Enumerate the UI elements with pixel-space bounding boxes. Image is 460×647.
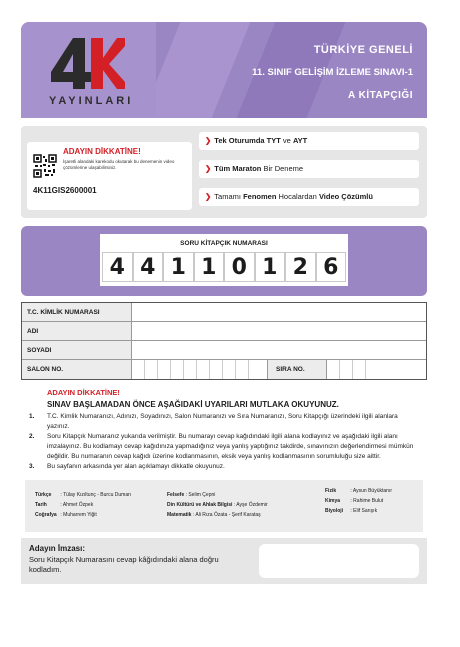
author-turkce: Türkçe : Tülay Kızıltunç - Burcu Duman	[35, 492, 131, 498]
booklet-number-panel	[21, 226, 427, 296]
instructions-subtitle: SINAV BAŞLAMADAN ÖNCE AŞAĞIDAKİ UYARILARI MUTLAKA OKUYUNUZ.	[47, 400, 339, 409]
authors-panel	[25, 480, 423, 532]
signature-box[interactable]	[259, 544, 419, 578]
booklet-digit: 2	[285, 252, 316, 282]
instruction-item: 3. Bu sayfanın arkasında yer alan açıklamayı dikkatle okuyunuz.	[29, 463, 225, 470]
feature-pill-2: ❯ Tüm Maraton Bir Deneme	[199, 160, 419, 178]
feature-pill-1: ❯ Tek Oturumda TYT ve AYT	[199, 132, 419, 150]
qr-code-icon[interactable]	[33, 154, 57, 178]
chevron-right-icon: ❯	[205, 192, 212, 201]
tc-field[interactable]	[132, 303, 426, 321]
signature-description: Soru Kitapçık Numarasını cevap kâğıdındaki alana doğru kodladım.	[29, 555, 219, 574]
notice-title: ADAYIN DİKKATİNE!	[63, 147, 141, 156]
instruction-item: 1. T.C. Kimlik Numaranızı, Adınızı, Soyadınızı, Salon Numaranızı ve Sıra Numaranızı, Soru Kitapçığı üzerindeki ilgili alanlara yazınız.	[29, 413, 398, 430]
publisher-logo	[21, 22, 156, 118]
tc-label: T.C. KİMLİK NUMARASI	[22, 303, 132, 321]
booklet-code: 4K11GIS2600001	[33, 186, 97, 195]
notice-description: İşaretli alandaki karekodu okutarak bu denemenin video çözümlerine ulaşabilirsiniz.	[63, 159, 175, 170]
form-row-salon	[22, 360, 426, 379]
booklet-digit: 1	[255, 252, 286, 282]
salon-label: SALON NO.	[22, 360, 132, 379]
qr-notice-box	[27, 142, 192, 210]
info-panel	[21, 126, 427, 218]
author-felsefe: Felsefe : Selim Çepni	[167, 492, 216, 498]
form-row-soyadi	[22, 341, 426, 360]
author-biyoloji: Biyoloji : Elif Sarışık	[325, 508, 378, 514]
booklet-number-box	[100, 234, 348, 286]
header-title-line3: A KİTAPÇIĞI	[348, 90, 413, 101]
author-cografya: Coğrafya : Muharrem Yiğit	[35, 512, 97, 518]
instruction-item: 2. Soru Kitapçık Numaranız yukarıda verilmiştir. Bu numarayı cevap kağıdındaki ilgili alana kodlayınız ve aşağıdaki ilgili alanı imzalayınız. Bu kodlamayı cevap kağıdınıza yapmadığınız veya yanlış yaptığınız takdirde, sınavınızın değerlendirmesi mümkün değildir. Bu numaranın cevap kağıdı üzerine kodlanmasının, eksik veya yanlış kodlanmasının sorumluluğu size aittir.	[29, 433, 414, 460]
sira-label: SIRA NO.	[267, 360, 327, 379]
booklet-digit: 6	[316, 252, 347, 282]
instructions	[21, 380, 427, 472]
soyadi-field[interactable]	[132, 341, 426, 359]
adi-field[interactable]	[132, 322, 426, 340]
feature-pill-3: ❯ Tamamı Fenomen Hocalardan Video Çözümlü	[199, 188, 419, 206]
instructions-title: ADAYIN DİKKATİNE!	[47, 388, 120, 397]
4k-logo-mark	[51, 34, 125, 90]
booklet-digits	[102, 252, 346, 282]
booklet-digit: 1	[163, 252, 194, 282]
author-fizik: Fizik : Aysun Büyüktanır	[325, 488, 393, 494]
booklet-number-title: SORU KİTAPÇIK NUMARASI	[180, 240, 268, 247]
soyadi-label: SOYADI	[22, 341, 132, 359]
signature-title: Adayın İmzası:	[29, 544, 86, 553]
brand-name: YAYINLARI	[49, 95, 134, 107]
header-title-line2: 11. SINIF GELİŞİM İZLEME SINAVI-1	[252, 67, 413, 78]
author-kimya: Kimya : Rahime Bulut	[325, 498, 384, 504]
form-row-tc	[22, 303, 426, 322]
header-banner	[21, 22, 427, 118]
salon-field[interactable]	[132, 360, 267, 379]
booklet-digit: 4	[102, 252, 133, 282]
candidate-form	[21, 302, 427, 380]
exam-cover	[21, 22, 427, 584]
chevron-right-icon: ❯	[205, 136, 212, 145]
instructions-list	[27, 412, 421, 472]
author-din: Din Kültürü ve Ahlak Bilgisi : Ayşe Özdemir	[167, 502, 268, 508]
booklet-digit: 4	[133, 252, 164, 282]
sira-field[interactable]	[327, 360, 426, 379]
header-title-line1: TÜRKİYE GENELİ	[313, 44, 413, 56]
adi-label: ADI	[22, 322, 132, 340]
form-row-adi	[22, 322, 426, 341]
booklet-digit: 0	[224, 252, 255, 282]
signature-panel	[21, 538, 427, 584]
author-tarih: Tarih : Ahmet Özpek	[35, 502, 94, 508]
chevron-right-icon: ❯	[205, 164, 212, 173]
author-matematik: Matematik : Ali Rıza Özata - Şerif Karataş	[167, 512, 261, 518]
booklet-digit: 1	[194, 252, 225, 282]
